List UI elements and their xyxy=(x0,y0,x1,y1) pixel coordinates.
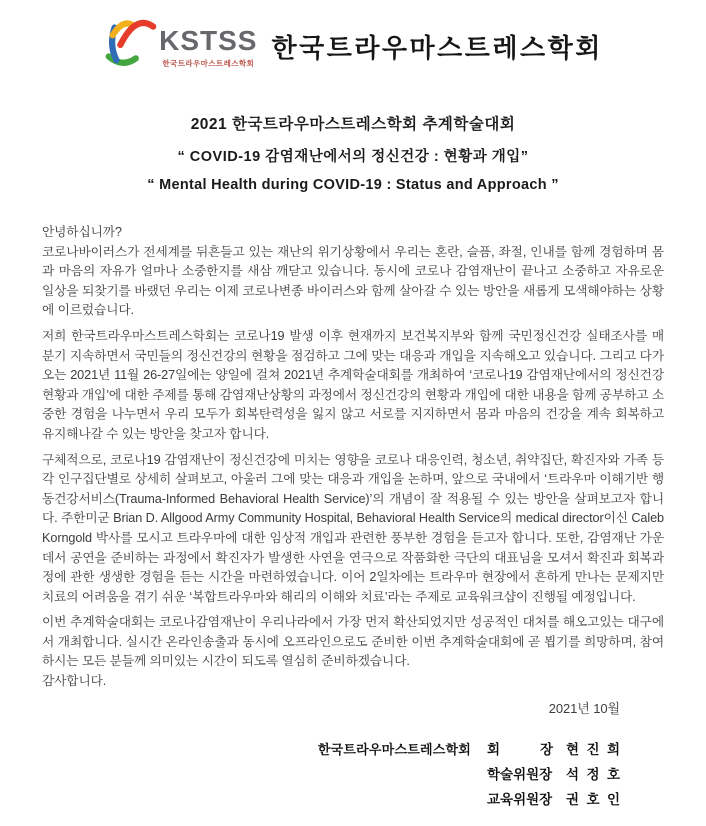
closing-line: 감사합니다. xyxy=(42,674,107,689)
kstss-logo xyxy=(103,12,257,72)
logo-acronym: KSTSS xyxy=(159,25,258,56)
paragraph-3: 구체적으로, 코로나19 감염재난이 정신건강에 미치는 영향을 코로나 대응인력, 청소년, 취약집단, 확진자와 가족 등 각 인구집단별로 상세히 살펴보고, 아울러 그에 맞는 대응과 개입을 논하며, 앞으로 국내에서 ‘트라우마 이해기반 행동건강서비스(Trauma-Informed Behavioral Health Service)’의 개념이 잘 적용될 수 있는 방안을 살펴보고자 합니다. 주한미군 Brian D. Allgood Army Community Hospital, Behavioral Health Service의 medical director이신 Caleb Korngold 박사를 모시고 트라우마에 대한 임상적 개입과 관련한 풍부한 경험을 듣고자 합니다. 또한, 감염재난 가운데서 공연을 준비하는 과정에서 확진자가 발생한 사연을 연극으로 작품화한 극단의 대표님을 모셔서 확진과 회복과정에 관한 생생한 경험을 듣는 시간을 마련하였습니다. 이어 2일차에는 트라우마 현장에서 흔하게 만나는 문제지만 치료의 어려움을 겪기 쉬운 ‘복합트라우마와 해리의 이해와 치료’라는 주제로 교육워크샵이 진행될 예정입니다. xyxy=(42,452,664,604)
header xyxy=(42,12,664,72)
logo-subtext: 한국트라우마스트레스학회 xyxy=(162,59,255,68)
kstss-logo-mark-icon xyxy=(103,12,157,72)
paragraph-4: 이번 추계학술대회는 코로나감염재난이 우리나라에서 가장 먼저 확산되었지만 성공적인 대처를 해오고있는 대구에서 개최합니다. 실시간 온라인송출과 동시에 오프라인으로도 준비한 이번 추계학술대회에 곧 뵙기를 희망하며, 참여하시는 모든 분들께 의미있는 시간이 되도록 열심히 준비하겠습니다. xyxy=(42,615,664,669)
title-block xyxy=(42,112,664,193)
org-name-title: 한국트라우마스트레스학회 xyxy=(271,33,603,63)
logo-text xyxy=(159,27,257,69)
conference-subtitle-english: “ Mental Health during COVID-19 : Status and Approach ” xyxy=(147,177,559,193)
date-line: 2021년 10월 xyxy=(548,700,620,716)
signature-block xyxy=(42,738,664,808)
signature-row-president xyxy=(42,738,664,758)
conference-title: 2021 한국트라우마스트레스학회 추계학술대회 xyxy=(190,116,516,133)
signature-role-president: 회 장 xyxy=(487,742,553,758)
signature-row-education-chair xyxy=(42,788,664,808)
signature-name-education-chair: 권 호 인 xyxy=(566,792,620,808)
signature-name-president: 현 진 희 xyxy=(566,742,620,758)
letter-body xyxy=(42,223,664,718)
signature-row-academic-chair xyxy=(42,763,664,783)
signature-org: 한국트라우마스트레스학회 xyxy=(317,742,471,758)
signature-role-academic-chair: 학술위원장 xyxy=(487,767,553,783)
signature-name-academic-chair: 석 정 호 xyxy=(566,767,620,783)
conference-subtitle-korean: “ COVID-19 감염재난에서의 정신건강 : 현황과 개입” xyxy=(177,149,529,165)
greeting-line: 안녕하십니까? xyxy=(42,225,122,239)
paragraph-2: 저희 한국트라우마스트레스학회는 코로나19 발생 이후 현재까지 보건복지부와 함께 국민정신건강 실태조사를 매 분기 지속하면서 국민들의 정신건강의 현황을 점검하고 그에 맞는 대응과 개입을 지속해오고 있습니다. 그리고 다가오는 2021년 11월 26-27일에는 양일에 걸쳐 2021년 추계학술대회를 개최하여 ‘코로나19 감염재난에서의 정신건강 현황과 개입’에 대한 주제를 통해 감염재난상황의 과정에서 정신건강의 현황과 개입에 대한 내용을 함께 공부하고 소중한 경험을 나누면서 우리 모두가 회복탄력성을 잃지 않고 서로를 지지하면서 몸과 마음의 건강을 계속 회복하고 유지해나갈 수 있는 방안을 찾고자 합니다. xyxy=(42,328,665,441)
paragraph-1: 코로나바이러스가 전세계를 뒤흔들고 있는 재난의 위기상황에서 우리는 혼란, 슬픔, 좌절, 인내를 함께 경험하며 몸과 마음의 자유가 얼마나 소중한지를 새삼 깨닫고 있습니다. 동시에 코로나 감염재난이 끝나고 소중하고 자유로운 일상을 되찾기를 바랬던 우리는 이제 코로나변종 바이러스와 함께 살아갈 수 있는 방안을 새롭게 모색해야하는 상황에 이르렀습니다. xyxy=(42,244,664,318)
signature-role-education-chair: 교육위원장 xyxy=(487,792,553,808)
